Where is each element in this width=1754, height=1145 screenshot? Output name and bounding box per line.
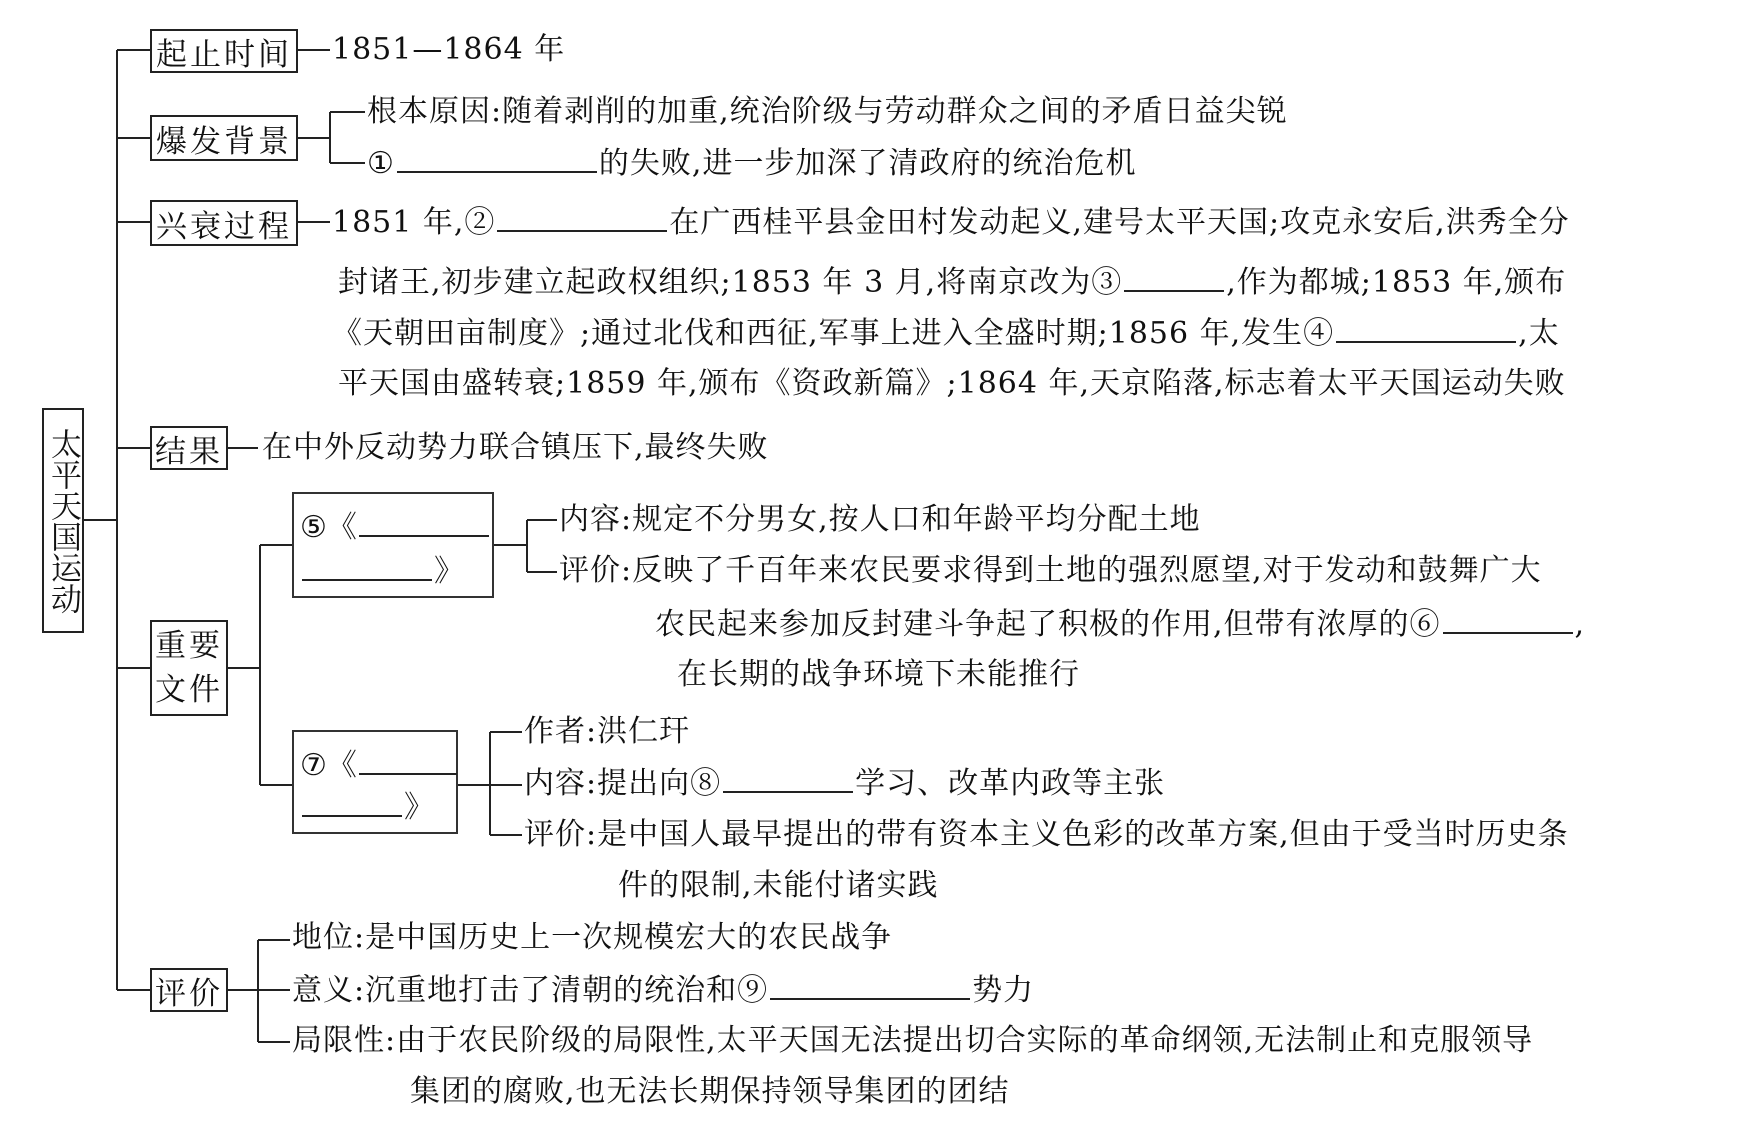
doc1-title-open: [300, 502, 491, 546]
eval-significance: [292, 970, 1034, 1011]
blank-1-marker: ①: [367, 146, 395, 181]
eval-limit-2: 集团的腐败,也无法长期保持领导集团的团结: [410, 1074, 1010, 1109]
process-line-2: [338, 262, 1566, 303]
doc2-content: [524, 763, 1165, 804]
blank-6[interactable]: [1443, 604, 1573, 634]
doc2-content-b: 学习、改革内政等主张: [855, 766, 1166, 801]
branch-background-label: [150, 115, 298, 161]
blank-4[interactable]: [1336, 313, 1516, 343]
branch-evaluation-text: 评价: [155, 975, 223, 1012]
eval-status: 地位:是中国历史上一次规模宏大的农民战争: [292, 920, 893, 955]
branch-background-text: 爆发背景: [156, 123, 292, 160]
process-line-2a: 封诸王,初步建立起政权组织;1853 年 3 月,将南京改为③: [338, 265, 1123, 300]
doc1-title-box: [292, 492, 494, 598]
eval-limit-1: 局限性:由于农民阶级的局限性,太平天国无法提出切合实际的革命纲领,无法制止和克服领导: [292, 1023, 1534, 1058]
branch-time-text: 起止时间: [156, 36, 292, 73]
process-line-3b: ,太: [1518, 316, 1560, 351]
root-topic-label: 太平天国运动: [45, 427, 81, 614]
root-topic-box: [42, 408, 84, 633]
branch-result-label: [150, 426, 228, 470]
blank-9[interactable]: [770, 970, 970, 1000]
branch-process-label: [150, 200, 298, 246]
blank-8[interactable]: [723, 763, 853, 793]
doc2-open-mark: ⑦《: [300, 748, 357, 783]
doc2-content-a: 内容:提出向⑧: [524, 766, 722, 801]
process-line-1: [332, 202, 1570, 243]
blank-5b[interactable]: [302, 551, 432, 581]
branch-result-text: 结果: [155, 433, 223, 470]
doc1-open-mark: ⑤《: [300, 510, 357, 545]
branch-process-text: 兴衰过程: [156, 208, 292, 245]
process-line-2b: ,作为都城;1853 年,颁布: [1226, 265, 1567, 300]
doc2-author: 作者:洪仁玕: [524, 714, 691, 749]
process-line-1a: 1851 年,②: [332, 205, 496, 240]
doc2-eval-2: 件的限制,未能付诸实践: [618, 868, 939, 903]
branch-documents-text-1: 重要: [155, 628, 223, 664]
doc1-content: 内容:规定不分男女,按人口和年龄平均分配土地: [559, 502, 1201, 537]
background-item1: [367, 143, 1136, 184]
branch-evaluation-label: [150, 968, 228, 1012]
doc1-close-mark: 》: [434, 554, 464, 589]
doc1-eval-2a: 农民起来参加反封建斗争起了积极的作用,但带有浓厚的⑥: [655, 607, 1441, 642]
doc2-title-close: [300, 782, 434, 826]
branch-documents-text-2: 文件: [155, 672, 223, 708]
doc1-eval-3: 在长期的战争环境下未能推行: [677, 657, 1080, 692]
blank-7a[interactable]: [359, 745, 457, 775]
blank-7b[interactable]: [302, 787, 402, 817]
blank-2[interactable]: [497, 202, 667, 232]
blank-1[interactable]: [397, 143, 597, 173]
doc1-eval-1: 评价:反映了千百年来农民要求得到土地的强烈愿望,对于发动和鼓舞广大: [559, 553, 1542, 588]
process-line-3a: 《天朝田亩制度》;通过北伐和西征,军事上进入全盛时期;1856 年,发生④: [332, 316, 1335, 351]
doc1-eval-2b: ,: [1574, 607, 1586, 642]
blank-5a[interactable]: [359, 507, 489, 537]
doc2-close-mark: 》: [404, 790, 434, 825]
branch-documents-label: [150, 620, 228, 716]
process-line-4: 平天国由盛转衰;1859 年,颁布《资政新篇》;1864 年,天京陷落,标志着太平天国运动失败: [338, 366, 1566, 401]
background-cause: 根本原因:随着剥削的加重,统治阶级与劳动群众之间的矛盾日益尖锐: [367, 94, 1288, 129]
process-line-3: [332, 313, 1560, 354]
doc2-title-open: [300, 740, 459, 784]
result-text: 在中外反动势力联合镇压下,最终失败: [262, 430, 769, 465]
time-text: 1851—1864 年: [332, 32, 566, 67]
eval-significance-a: 意义:沉重地打击了清朝的统治和⑨: [292, 973, 769, 1008]
doc2-eval-1: 评价:是中国人最早提出的带有资本主义色彩的改革方案,但由于受当时历史条: [524, 817, 1569, 852]
doc1-eval-2: [655, 604, 1585, 645]
process-line-1b: 在广西桂平县金田村发动起义,建号太平天国;攻克永安后,洪秀全分: [669, 205, 1570, 240]
doc2-title-box: [292, 730, 458, 834]
eval-significance-b: 势力: [972, 973, 1035, 1008]
blank-3[interactable]: [1124, 262, 1224, 292]
background-item1-text: 的失败,进一步加深了清政府的统治危机: [598, 146, 1137, 181]
doc1-title-close: [300, 546, 464, 590]
branch-time-label: [150, 29, 298, 73]
